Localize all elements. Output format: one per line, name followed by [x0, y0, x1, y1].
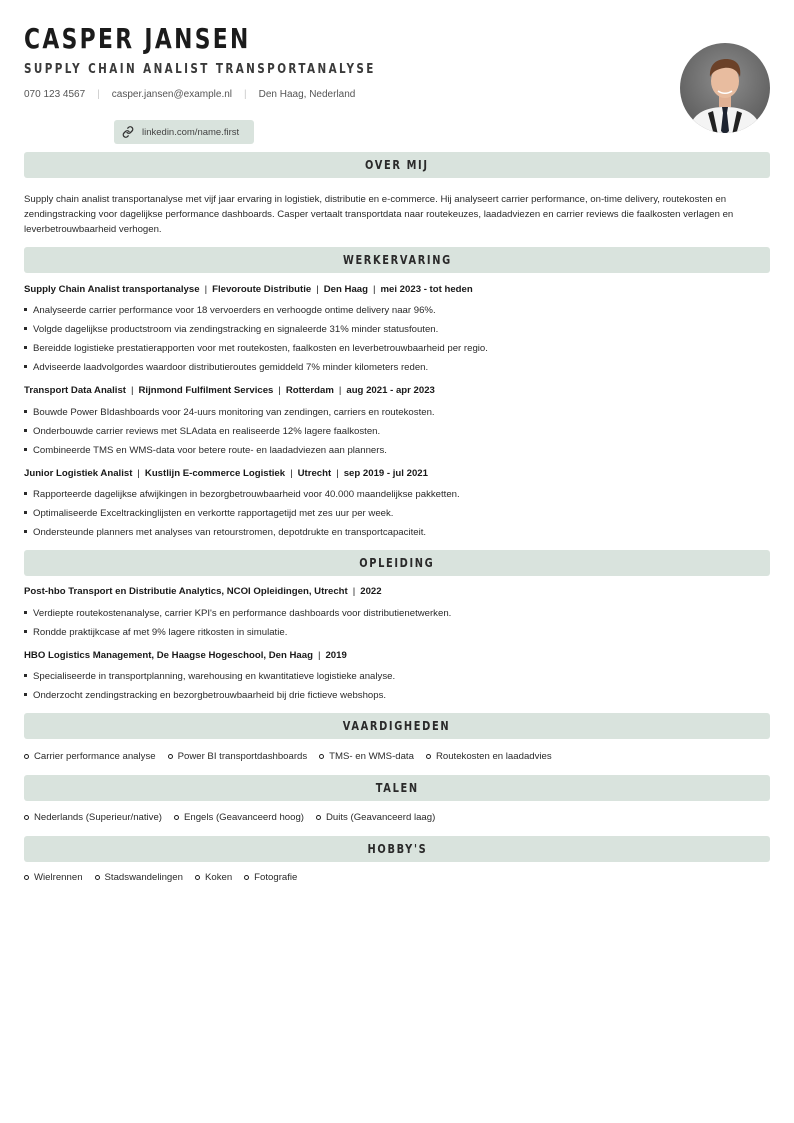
job-header — [24, 385, 435, 396]
list-item — [24, 527, 426, 538]
contact-row — [24, 87, 355, 101]
bullet-text: Rondde praktijkcase af met 9% lagere ritkosten in simulatie. — [33, 627, 288, 638]
ring-bullet-icon — [95, 875, 100, 880]
hobby-text: Wielrennen — [34, 872, 83, 883]
skills-list — [24, 751, 564, 762]
bullet-text: Combineerde TMS en WMS-data voor betere route- en laadadviezen aan planners. — [33, 445, 387, 456]
section-title: TALEN — [375, 781, 419, 795]
language-item — [24, 812, 162, 823]
section-header-about — [24, 152, 770, 178]
bullet-icon — [24, 410, 27, 413]
section-title: WERKERVARING — [342, 253, 452, 267]
bullet-text: Onderzocht zendingstracking en bezorgbetrouwbaarheid bij drie fictieve webshops. — [33, 690, 387, 701]
job-header — [24, 468, 428, 479]
ring-bullet-icon — [24, 754, 29, 759]
job-role: Transport Data Analist — [24, 385, 126, 396]
ring-bullet-icon — [319, 754, 324, 759]
bullet-icon — [24, 448, 27, 451]
section-title: HOBBY'S — [367, 842, 427, 856]
email[interactable]: casper.jansen@example.nl — [111, 88, 233, 100]
language-text: Duits (Geavanceerd laag) — [325, 812, 436, 823]
education-degree: HBO Logistics Management, De Haagse Hogeschool, Den Haag — [24, 650, 313, 661]
linkedin-url: linkedin.com/name.first — [142, 126, 240, 138]
hobby-item — [24, 872, 83, 883]
job-period: mei 2023 - tot heden — [380, 284, 473, 295]
bullet-icon — [24, 511, 27, 514]
list-item — [24, 445, 387, 456]
hobbies-list — [24, 872, 309, 883]
candidate-name: CASPER JANSEN — [24, 22, 251, 55]
languages-list — [24, 812, 447, 823]
job-role: Supply Chain Analist transportanalyse — [24, 284, 200, 295]
language-text: Engels (Geavanceerd hoog) — [183, 812, 304, 823]
skill-text: Power BI transportdashboards — [177, 751, 308, 762]
contact-separator: | — [244, 88, 247, 100]
separator: | — [372, 284, 376, 295]
bullet-text: Specialiseerde in transportplanning, warehousing en kwantitatieve logistieke analyse. — [33, 671, 396, 682]
bullet-icon — [24, 630, 27, 633]
education-degree: Post-hbo Transport en Distributie Analytics, NCOI Opleidingen, Utrecht — [24, 586, 348, 597]
job-city: Utrecht — [297, 468, 332, 479]
hobby-item — [244, 872, 297, 883]
about-text: Supply chain analist transportanalyse met vijf jaar ervaring in logistiek, distributie en e-commerce. Hij analyseert carrier performance, on-time delivery, routekosten en zendingstracking voor dagelijkse performance dashboards. Casper vertaalt transportdata naar routekeuzes, laadadviezen en carrier reviews die faalkosten verlagen en leverbetrouwbaarheid verhogen. — [24, 194, 734, 235]
job-header — [24, 284, 473, 295]
list-item — [24, 362, 428, 373]
bullet-text: Volgde dagelijkse productstroom via zendingstracking en signaleerde 31% minder statusfouten. — [33, 324, 439, 335]
section-header-languages — [24, 775, 770, 801]
section-header-skills — [24, 713, 770, 739]
language-text: Nederlands (Superieur/native) — [34, 812, 162, 823]
separator: | — [317, 650, 321, 661]
bullet-text: Adviseerde laadvolgordes waardoor distributieroutes gemiddeld 7% minder kilometers reden. — [33, 362, 429, 373]
bullet-text: Rapporteerde dagelijkse afwijkingen in bezorgbetrouwbaarheid voor 40.000 maandelijkse pakketten. — [33, 489, 460, 500]
location: Den Haag, Nederland — [258, 88, 356, 100]
section-title: VAARDIGHEDEN — [343, 719, 451, 733]
job-company: Rijnmond Fulfilment Services — [138, 385, 274, 396]
bullet-text: Optimaliseerde Exceltrackinglijsten en verkortte rapportagetijd met zes uur per week. — [33, 508, 394, 519]
bullet-text: Bouwde Power BIdashboards voor 24-uurs monitoring van zendingen, carriers en routekosten. — [33, 407, 435, 418]
ring-bullet-icon — [174, 815, 179, 820]
skill-item — [24, 751, 156, 762]
bullet-text: Verdiepte routekostenanalyse, carrier KPI's en performance dashboards voor distributienetwerken. — [33, 608, 452, 619]
skill-text: Carrier performance analyse — [34, 751, 156, 762]
hobby-text: Fotografie — [254, 872, 298, 883]
ring-bullet-icon — [244, 875, 249, 880]
separator: | — [278, 385, 281, 396]
link-icon — [122, 126, 134, 138]
profile-photo — [680, 43, 770, 133]
section-header-education — [24, 550, 770, 576]
job-period: sep 2019 - jul 2021 — [343, 468, 428, 479]
phone[interactable]: 070 123 4567 — [24, 88, 86, 100]
bullet-icon — [24, 346, 27, 349]
ring-bullet-icon — [316, 815, 321, 820]
job-period: aug 2021 - apr 2023 — [346, 385, 435, 396]
section-header-experience — [24, 247, 770, 273]
list-item — [24, 426, 380, 437]
separator: | — [352, 586, 356, 597]
section-header-hobbies — [24, 836, 770, 862]
job-city: Rotterdam — [285, 385, 334, 396]
bullet-icon — [24, 308, 27, 311]
job-city: Den Haag — [323, 284, 368, 295]
ring-bullet-icon — [426, 754, 431, 759]
bullet-icon — [24, 530, 27, 533]
bullet-icon — [24, 327, 27, 330]
bullet-text: Analyseerde carrier performance voor 18 vervoerders en verhoogde ontime delivery naar 96%. — [33, 305, 436, 316]
ring-bullet-icon — [24, 875, 29, 880]
section-title: OPLEIDING — [359, 556, 435, 570]
bullet-icon — [24, 365, 27, 368]
ring-bullet-icon — [24, 815, 29, 820]
separator: | — [336, 468, 339, 479]
section-title: OVER MIJ — [365, 158, 429, 172]
skill-text: TMS- en WMS-data — [329, 751, 414, 762]
list-item — [24, 407, 435, 418]
education-year: 2022 — [360, 586, 382, 597]
linkedin-link[interactable] — [114, 120, 254, 144]
skill-item — [168, 751, 308, 762]
list-item — [24, 508, 393, 519]
job-company: Kustlijn E-commerce Logistiek — [144, 468, 286, 479]
separator: | — [204, 284, 208, 295]
bullet-icon — [24, 611, 27, 614]
skill-item — [319, 751, 414, 762]
education-header — [24, 586, 382, 597]
list-item — [24, 690, 386, 701]
list-item — [24, 305, 436, 316]
ring-bullet-icon — [195, 875, 200, 880]
separator: | — [316, 284, 319, 295]
bullet-icon — [24, 492, 27, 495]
job-title: SUPPLY CHAIN ANALIST TRANSPORTANALYSE — [24, 62, 376, 77]
separator: | — [338, 385, 342, 396]
hobby-text: Koken — [204, 872, 233, 883]
ring-bullet-icon — [168, 754, 173, 759]
job-company: Flevoroute Distributie — [212, 284, 312, 295]
hobby-text: Stadswandelingen — [104, 872, 183, 883]
skill-text: Routekosten en laadadvies — [435, 751, 552, 762]
list-item — [24, 343, 488, 354]
list-item — [24, 608, 451, 619]
separator: | — [137, 468, 140, 479]
bullet-icon — [24, 429, 27, 432]
separator: | — [290, 468, 293, 479]
bullet-text: Onderbouwde carrier reviews met SLAdata en realiseerde 12% lagere faalkosten. — [33, 426, 381, 437]
job-role: Junior Logistiek Analist — [24, 468, 133, 479]
language-item — [174, 812, 304, 823]
language-item — [316, 812, 435, 823]
skill-item — [426, 751, 552, 762]
separator: | — [131, 385, 134, 396]
bullet-icon — [24, 674, 27, 677]
list-item — [24, 671, 395, 682]
list-item — [24, 324, 438, 335]
bullet-icon — [24, 693, 27, 696]
hobby-item — [95, 872, 183, 883]
list-item — [24, 627, 287, 638]
hobby-item — [195, 872, 232, 883]
education-header — [24, 650, 347, 661]
bullet-text: Ondersteunde planners met analyses van retourstromen, depotdrukte en transportcapaciteit. — [33, 527, 427, 538]
bullet-text: Bereidde logistieke prestatierapporten voor met routekosten, faalkosten en leverbetrouwbaarheid per regio. — [33, 343, 488, 354]
list-item — [24, 489, 460, 500]
education-year: 2019 — [325, 650, 347, 661]
contact-separator: | — [97, 88, 100, 100]
